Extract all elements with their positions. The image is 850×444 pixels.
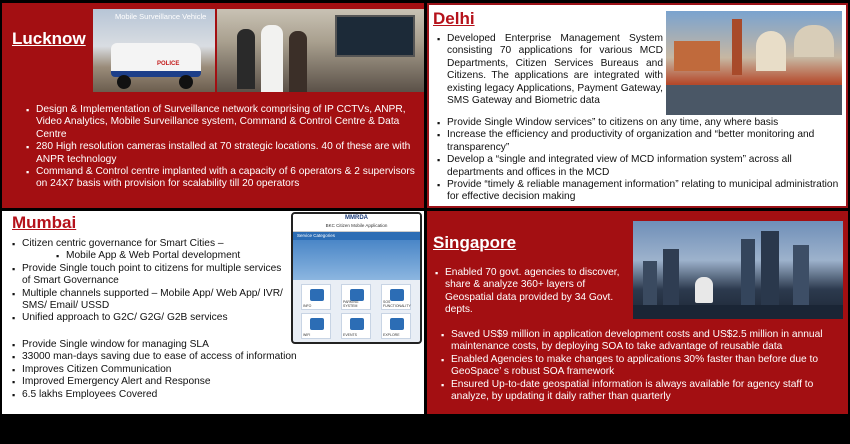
singapore-intro-list bbox=[435, 267, 631, 317]
building-shape bbox=[761, 231, 779, 307]
singapore-title: Singapore bbox=[433, 233, 517, 252]
list-item: ▪ Provide Single window for managing SLA bbox=[12, 339, 209, 350]
lucknow-bullet-list bbox=[26, 104, 416, 191]
delhi-monuments-collage bbox=[666, 11, 842, 115]
list-item: ▪ Saved US$9 million in application development costs and US$2.5 million in annual maintenance costs, by deploying SOA to take advantage of reusable data bbox=[441, 329, 823, 353]
building-shape bbox=[663, 249, 679, 307]
app-tile-wifi: WIFI bbox=[301, 313, 331, 339]
photo-caption: Mobile Surveillance Vehicle bbox=[115, 12, 207, 21]
person-figure bbox=[289, 31, 307, 92]
app-subheader: BKC Citizen Mobile Application bbox=[325, 223, 388, 228]
building-shape bbox=[741, 239, 755, 307]
list-item: ▪ Design & Implementation of Surveillance network comprising of IP CCTVs, ANPR, Video Analytics, Mobile Surveillance system, Command & Control Centre & Data Centre bbox=[26, 104, 406, 140]
building-shape bbox=[793, 245, 809, 307]
list-item: ▪ Develop a “single and integrated view of MCD information system” across all departments and offices in the MCD bbox=[437, 154, 792, 178]
parliament-shape bbox=[794, 25, 834, 57]
control-centre-photo bbox=[217, 9, 424, 92]
surveillance-vehicle-photo bbox=[93, 9, 215, 92]
list-item: ▪ 280 High resolution cameras installed at 70 strategic locations. 40 of these are with ANPR technology bbox=[26, 141, 411, 165]
delhi-panel bbox=[427, 3, 848, 208]
mumbai-bullet-list bbox=[12, 238, 290, 325]
vehicle-shape bbox=[111, 43, 201, 77]
list-item: ▪ Enabled 70 govt. agencies to discover, share & analyze 360+ layers of Geospatial data provided by 34 Govt. depts. bbox=[435, 267, 620, 316]
list-item: ▪ Provide Single Window services” to citizens on any time, any where basis bbox=[437, 117, 779, 128]
merlion-shape bbox=[695, 277, 713, 303]
qutub-minar-shape bbox=[732, 19, 742, 75]
red-fort-shape bbox=[674, 41, 720, 71]
person-figure bbox=[237, 29, 255, 89]
app-header: MMRDA bbox=[345, 215, 368, 221]
lucknow-title: Lucknow bbox=[12, 29, 86, 48]
list-item: ▪ Ensured Up-to-date geospatial information is always available for agency staff to analyze, by updating it daily rather than quarterly bbox=[441, 378, 814, 403]
mumbai-bullet-list-lower bbox=[12, 339, 422, 401]
metro-shape bbox=[666, 85, 842, 115]
list-item: ▪ Citizen centric governance for Smart Cities – bbox=[12, 238, 224, 249]
dome-shape bbox=[756, 31, 786, 71]
wheel-icon bbox=[117, 75, 131, 89]
lucknow-panel bbox=[2, 3, 424, 208]
water-shape bbox=[633, 305, 843, 319]
list-item: ▪ Provide Single touch point to citizens for multiple services of Smart Governance bbox=[12, 262, 282, 287]
app-tile-sos: SOS FUNCTIONALITY bbox=[381, 284, 411, 310]
list-item: ▪ Command & Control centre implanted with a capacity of 6 operators & 2 supervisors on 24X7 basis with provision for scalability till 20 operators bbox=[26, 166, 415, 190]
delhi-bullet-list-top bbox=[437, 33, 663, 107]
mumbai-panel bbox=[2, 211, 424, 414]
list-item: ▪ 6.5 lakhs Employees Covered bbox=[12, 388, 158, 400]
list-item: ▪ Improved Emergency Alert and Response bbox=[12, 376, 211, 388]
app-tile-info: INFO bbox=[301, 284, 331, 310]
singapore-bullet-list bbox=[441, 329, 841, 403]
list-item: ▪ Improves Citizen Communication bbox=[12, 363, 172, 375]
app-section-title: Service Categories bbox=[293, 232, 420, 240]
app-banner-image bbox=[293, 240, 420, 280]
list-item: ▪ 33000 man-days saving due to ease of access of information bbox=[12, 351, 297, 363]
list-item: ▪ Increase the efficiency and productivity of organization and “better monitoring and transparency” bbox=[437, 129, 815, 153]
app-tile-events: EVENTS bbox=[341, 313, 371, 339]
sub-list-item: ▪ Mobile App & Web Portal development bbox=[56, 250, 241, 262]
person-figure bbox=[261, 25, 283, 92]
monitor-wall bbox=[335, 15, 415, 57]
mobile-app-screenshot bbox=[291, 212, 422, 344]
wheel-icon bbox=[179, 75, 193, 89]
delhi-title: Delhi bbox=[433, 9, 475, 28]
delhi-bullet-list bbox=[437, 117, 845, 204]
app-header-bar bbox=[293, 214, 420, 232]
list-item: ▪ Unified approach to G2C/ G2G/ G2B services bbox=[12, 312, 228, 324]
app-tile-explore: EXPLORE bbox=[381, 313, 411, 339]
list-item: ▪ Provide “timely & reliable management information” relating to municipal administration for effective decision making bbox=[437, 179, 839, 203]
vehicle-label: POLICE bbox=[157, 61, 180, 67]
app-tile-parking: PARKING SYSTEM bbox=[341, 284, 371, 310]
list-item: ▪ Multiple channels supported – Mobile App/ Web App/ IVR/ SMS/ Email/ USSD bbox=[12, 287, 283, 312]
mumbai-title: Mumbai bbox=[12, 213, 77, 232]
list-item: ▪ Enabled Agencies to make changes to applications 30% faster than before due to GeoSpace’ s robust SOA framework bbox=[441, 353, 818, 378]
list-item: ▪ Developed Enterprise Management System consisting 70 applications for various MCD Departments, Citizen Services Bureaus and Citizens. The applications are integrated with existing legacy Applications, Payment Gateway, SMS Gateway and Biometric data bbox=[437, 33, 663, 107]
singapore-panel bbox=[427, 211, 848, 414]
singapore-skyline-photo bbox=[633, 221, 843, 319]
building-shape bbox=[643, 261, 657, 307]
